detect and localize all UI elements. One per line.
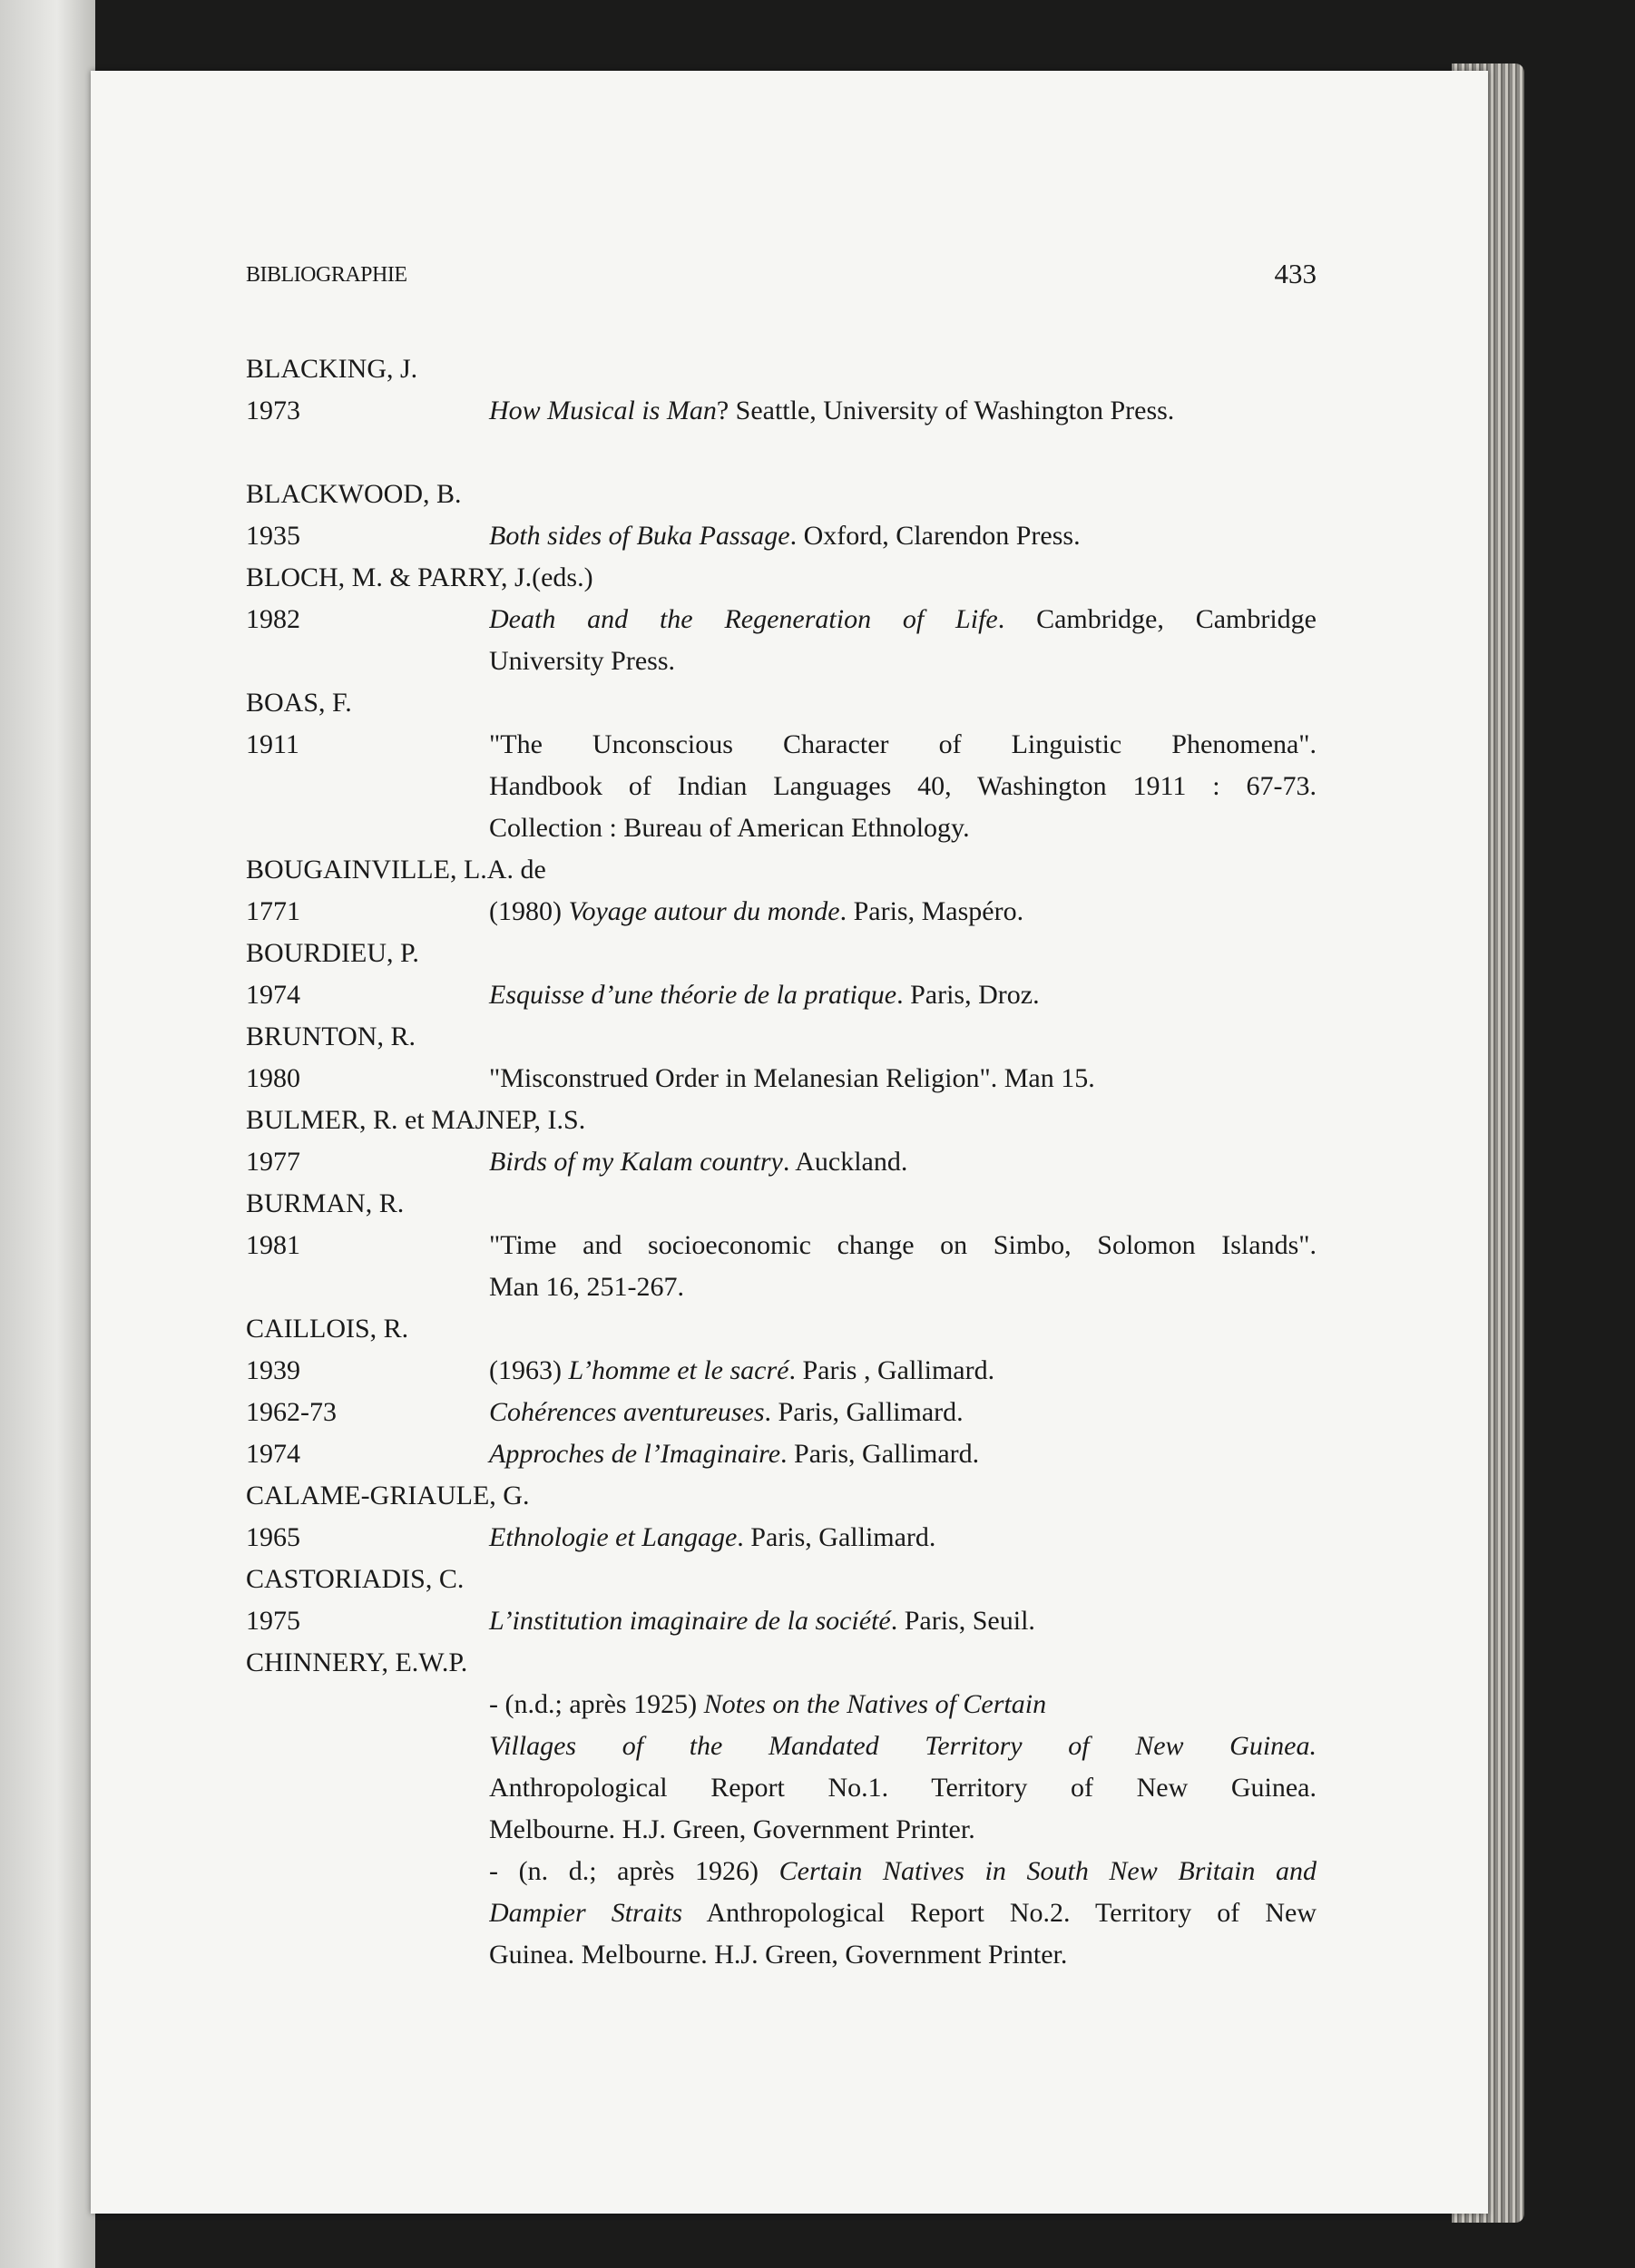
title-italic: Birds of my Kalam country bbox=[489, 1147, 783, 1177]
author-heading bbox=[246, 1475, 1317, 1517]
reference-text bbox=[489, 974, 1317, 1016]
bibliography-line bbox=[246, 1350, 1317, 1392]
bibliography-line bbox=[246, 1141, 1317, 1183]
reference-text bbox=[489, 1851, 1317, 1892]
author-heading bbox=[246, 348, 1317, 390]
title-italic: Villages of the Mandated Territory of New Guinea. bbox=[489, 1731, 1317, 1761]
facing-page-edge bbox=[0, 0, 95, 2268]
reference-text bbox=[489, 1266, 1317, 1308]
title-italic: Cohérences aventureuses bbox=[489, 1397, 765, 1427]
author-heading bbox=[246, 1642, 1317, 1684]
bibliography-line bbox=[246, 1851, 1317, 1892]
author-heading bbox=[246, 1183, 1317, 1225]
reference-text bbox=[489, 807, 1317, 849]
author-name: CHINNERY, E.W.P. bbox=[246, 1647, 468, 1677]
bibliography-line bbox=[246, 891, 1317, 933]
reference-text bbox=[489, 891, 1317, 933]
reference-segment: "Misconstrued Order in Melanesian Religion". Man 15. bbox=[489, 1063, 1095, 1093]
author-heading bbox=[246, 849, 1317, 891]
reference-text bbox=[489, 1892, 1317, 1934]
publication-year: 1973 bbox=[246, 396, 300, 425]
reference-segment: . Paris, Droz. bbox=[896, 980, 1040, 1010]
bibliography-line bbox=[246, 1684, 1317, 1725]
reference-segment: (1963) bbox=[489, 1355, 569, 1385]
reference-text bbox=[489, 1433, 1317, 1475]
reference-segment: (1980) bbox=[489, 896, 569, 926]
publication-year: 1771 bbox=[246, 896, 300, 926]
reference-text bbox=[489, 1600, 1317, 1642]
reference-segment: University Press. bbox=[489, 646, 675, 676]
reference-text bbox=[489, 640, 1317, 682]
reference-segment: - (n. d.; après 1926) bbox=[489, 1856, 779, 1886]
bibliography-line bbox=[246, 1517, 1317, 1559]
reference-segment: "The Unconscious Character of Linguistic Phenomena". bbox=[489, 729, 1317, 759]
author-name: BLOCH, M. & PARRY, J.(eds.) bbox=[246, 562, 593, 592]
bibliography-line bbox=[246, 1892, 1317, 1934]
reference-segment: Anthropological Report No.2. Territory of New bbox=[682, 1898, 1317, 1928]
bibliography-line bbox=[246, 1934, 1317, 1976]
title-italic: L’homme et le sacré bbox=[568, 1355, 789, 1385]
reference-text bbox=[489, 766, 1317, 807]
publication-year: 1962-73 bbox=[246, 1397, 337, 1427]
author-name: CALAME-GRIAULE, G. bbox=[246, 1481, 530, 1510]
reference-text bbox=[489, 1058, 1317, 1100]
reference-text bbox=[489, 1934, 1317, 1976]
author-name: BOURDIEU, P. bbox=[246, 938, 419, 968]
bibliography-line bbox=[246, 1600, 1317, 1642]
publication-year: 1975 bbox=[246, 1606, 300, 1636]
reference-segment: Guinea. Melbourne. H.J. Green, Government Printer. bbox=[489, 1940, 1068, 1970]
bibliography-line bbox=[246, 807, 1317, 849]
title-italic: Certain Natives in South New Britain and bbox=[778, 1856, 1317, 1886]
publication-year: 1911 bbox=[246, 729, 299, 759]
reference-text bbox=[489, 1809, 1317, 1851]
reference-segment: Collection : Bureau of American Ethnology. bbox=[489, 813, 970, 843]
publication-year: 1939 bbox=[246, 1355, 300, 1385]
reference-text bbox=[489, 390, 1317, 432]
bibliography-line bbox=[246, 640, 1317, 682]
title-italic: Death and the Regeneration of Life bbox=[489, 604, 998, 634]
reference-text bbox=[489, 1725, 1317, 1767]
bibliography-line bbox=[246, 1266, 1317, 1308]
publication-year: 1974 bbox=[246, 1439, 300, 1469]
bibliography-list bbox=[246, 348, 1317, 1976]
reference-text bbox=[489, 1225, 1317, 1266]
author-heading bbox=[246, 933, 1317, 974]
publication-year: 1974 bbox=[246, 980, 300, 1010]
author-heading bbox=[246, 1308, 1317, 1350]
page-number: 433 bbox=[1274, 258, 1317, 289]
title-italic: Dampier Straits bbox=[489, 1898, 683, 1928]
reference-segment: . Paris, Gallimard. bbox=[737, 1522, 936, 1552]
bibliography-line bbox=[246, 599, 1317, 640]
author-heading bbox=[246, 1100, 1317, 1141]
running-head: BIBLIOGRAPHIE bbox=[246, 263, 407, 287]
author-name: BLACKING, J. bbox=[246, 354, 418, 384]
bibliography-line bbox=[246, 1225, 1317, 1266]
bibliography-line bbox=[246, 1058, 1317, 1100]
author-name: CASTORIADIS, C. bbox=[246, 1564, 465, 1594]
bibliography-line bbox=[246, 724, 1317, 766]
reference-segment: . Paris , Gallimard. bbox=[788, 1355, 995, 1385]
reference-segment: . Paris, Gallimard. bbox=[764, 1397, 964, 1427]
bibliography-line bbox=[246, 1725, 1317, 1767]
reference-segment: Man 16, 251-267. bbox=[489, 1272, 684, 1302]
title-italic: Notes on the Natives of Certain bbox=[703, 1689, 1047, 1719]
author-heading bbox=[246, 1559, 1317, 1600]
reference-text bbox=[489, 599, 1317, 640]
reference-segment: Melbourne. H.J. Green, Government Printer. bbox=[489, 1814, 975, 1844]
publication-year: 1935 bbox=[246, 521, 300, 551]
title-italic: L’institution imaginaire de la société bbox=[489, 1606, 891, 1636]
title-italic: Voyage autour du monde bbox=[568, 896, 840, 926]
reference-segment: . Oxford, Clarendon Press. bbox=[789, 521, 1081, 551]
publication-year: 1977 bbox=[246, 1147, 300, 1177]
author-heading bbox=[246, 682, 1317, 724]
author-name: BULMER, R. et MAJNEP, I.S. bbox=[246, 1105, 586, 1135]
reference-segment: . Auckland. bbox=[782, 1147, 908, 1177]
bibliography-line bbox=[246, 1809, 1317, 1851]
reference-segment: Anthropological Report No.1. Territory of New Guinea. bbox=[489, 1773, 1317, 1803]
bibliography-line bbox=[246, 515, 1317, 557]
reference-text bbox=[489, 1350, 1317, 1392]
reference-segment: ? Seattle, University of Washington Press. bbox=[716, 396, 1175, 425]
reference-text bbox=[489, 515, 1317, 557]
reference-segment: . Cambridge, Cambridge bbox=[997, 604, 1317, 634]
reference-segment: "Time and socioeconomic change on Simbo, Solomon Islands". bbox=[489, 1230, 1317, 1260]
title-italic: How Musical is Man bbox=[489, 396, 717, 425]
reference-text bbox=[489, 1517, 1317, 1559]
publication-year: 1982 bbox=[246, 604, 300, 634]
author-heading bbox=[246, 1016, 1317, 1058]
reference-segment: . Paris, Maspéro. bbox=[839, 896, 1024, 926]
author-name: BLACKWOOD, B. bbox=[246, 479, 462, 509]
author-heading bbox=[246, 557, 1317, 599]
publication-year: 1965 bbox=[246, 1522, 300, 1552]
reference-text bbox=[489, 1684, 1317, 1725]
author-name: BOUGAINVILLE, L.A. de bbox=[246, 855, 546, 885]
author-heading bbox=[246, 474, 1317, 515]
publication-year: 1981 bbox=[246, 1230, 300, 1260]
reference-segment: Handbook of Indian Languages 40, Washington 1911 : 67-73. bbox=[489, 771, 1317, 801]
reference-text bbox=[489, 724, 1317, 766]
reference-text bbox=[489, 1392, 1317, 1433]
reference-text bbox=[489, 1767, 1317, 1809]
title-italic: Ethnologie et Langage bbox=[489, 1522, 738, 1552]
title-italic: Approches de l’Imaginaire bbox=[489, 1439, 781, 1469]
bibliography-line bbox=[246, 1392, 1317, 1433]
author-name: CAILLOIS, R. bbox=[246, 1314, 409, 1344]
reference-segment: . Paris, Seuil. bbox=[890, 1606, 1035, 1636]
title-italic: Esquisse d’une théorie de la pratique bbox=[489, 980, 897, 1010]
author-name: BURMAN, R. bbox=[246, 1188, 405, 1218]
bibliography-line bbox=[246, 766, 1317, 807]
title-italic: Both sides of Buka Passage bbox=[489, 521, 790, 551]
author-name: BOAS, F. bbox=[246, 688, 352, 718]
bibliography-line bbox=[246, 1767, 1317, 1809]
bibliography-line bbox=[246, 974, 1317, 1016]
reference-text bbox=[489, 1141, 1317, 1183]
reference-segment: . Paris, Gallimard. bbox=[780, 1439, 980, 1469]
publication-year: 1980 bbox=[246, 1063, 300, 1093]
bibliography-line bbox=[246, 1433, 1317, 1475]
author-name: BRUNTON, R. bbox=[246, 1022, 416, 1051]
reference-segment: - (n.d.; après 1925) bbox=[489, 1689, 704, 1719]
bibliography-line bbox=[246, 390, 1317, 432]
